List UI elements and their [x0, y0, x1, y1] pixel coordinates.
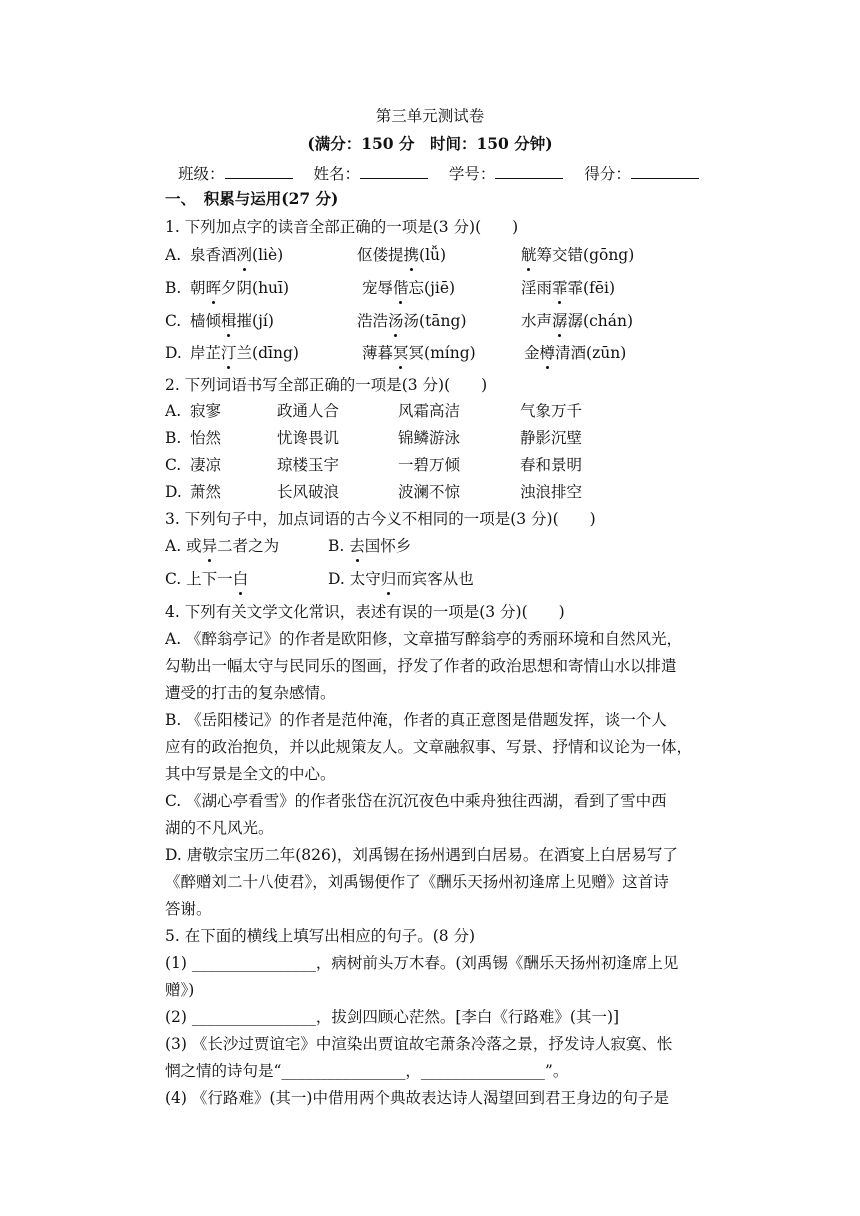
- q5-text-line: (1) ________________，病树前头万木春。(刘禹锡《酬乐天扬州初逢席上见: [165, 954, 679, 972]
- q1-option-a-label: A.: [165, 246, 182, 264]
- q1-option-d-label: D.: [165, 344, 182, 362]
- q1-option-c-word-2: 浩浩汤汤(tāng): [357, 312, 467, 330]
- dotted-char: 汀: [221, 344, 237, 362]
- q2-option-a-word: 政通人合: [277, 402, 340, 420]
- q5-text-line: (3) 《长沙过贾谊宅》中渲染出贾谊故宅萧条冷落之景，抒发诗人寂寞、怅: [165, 1035, 673, 1053]
- q5-text-line: (2) ________________，拔剑四顾心茫然。[李白《行路难》(其一)]: [165, 1008, 620, 1026]
- q1-option-a-word-3: 觥筹交错(gōng): [521, 246, 635, 264]
- q2-option-c-word: 凄凉: [190, 456, 222, 474]
- dotted-char: 潺: [552, 312, 568, 330]
- q5-text-line: 赠》): [165, 981, 195, 999]
- name-blank[interactable]: [360, 163, 428, 179]
- dotted-char: 晖: [205, 279, 222, 297]
- q4-text-line: 《醉赠刘二十八使君》，刘禹锡便作了《酬乐天扬州初逢席上见赠》这首诗: [165, 873, 669, 891]
- class-label: 班级：: [178, 165, 225, 183]
- q1-option-b-label: B.: [165, 279, 182, 297]
- q2-option-b-word: 忧谗畏讥: [277, 429, 340, 447]
- dotted-char: 霏: [552, 279, 568, 297]
- question-4-stem: 4. 下列有关文学文化常识，表述有误的一项是(3 分)( ): [165, 603, 565, 621]
- exam-subtitle: (满分：150 分 时间：150 分钟): [307, 134, 553, 153]
- q4-text-line: 应有的政治抱负，并以此规策友人。文章融叙事、写景、抒情和议论为一体，: [165, 738, 693, 756]
- q1-option-d-word-2: 薄暮冥冥(míng): [362, 344, 476, 362]
- dotted-char: 携: [403, 246, 420, 264]
- question-1-stem: 1. 下列加点字的读音全部正确的一项是(3 分)( ): [165, 218, 519, 236]
- q2-option-b-word: 静影沉壁: [520, 429, 583, 447]
- dotted-char: 偕: [393, 279, 409, 297]
- q4-text-line: 答谢。: [165, 900, 212, 918]
- q1-option-d-word-1: 岸芷汀兰(dīng): [190, 344, 299, 362]
- q2-option-c-word: 春和景明: [520, 456, 583, 474]
- number-label: 学号：: [448, 165, 496, 183]
- q4-text-line: 其中写景是全文的中心。: [165, 765, 336, 783]
- score-blank[interactable]: [631, 163, 699, 179]
- q3-option-c: C. 上下一白: [165, 570, 249, 588]
- section-heading: 一、 积累与运用(27 分): [165, 189, 339, 208]
- q4-text-line: B. 《岳阳楼记》的作者是范仲淹，作者的真正意图是借题发挥，谈一个人: [165, 711, 667, 729]
- name-label: 姓名：: [313, 165, 360, 183]
- q2-option-d-word: 浊浪排空: [520, 483, 583, 501]
- q1-option-b-word-2: 宠辱偕忘(jiē): [362, 279, 456, 297]
- number-blank[interactable]: [495, 163, 563, 179]
- q3-option-b: B. 去国怀乡: [328, 537, 412, 555]
- dotted-char: 冽: [236, 246, 253, 264]
- q2-option-d-word: 长风破浪: [277, 483, 340, 501]
- q2-option-b-word: 怡然: [190, 429, 222, 447]
- question-3-stem: 3. 下列句子中，加点词语的古今义不相同的一项是(3 分)( ): [165, 510, 596, 528]
- q2-option-a-label: A.: [165, 402, 182, 420]
- dotted-char: 去: [349, 537, 365, 555]
- info-row: [178, 163, 699, 184]
- q1-option-c-word-1: 樯倾楫摧(jí): [190, 312, 274, 330]
- dotted-char: 觥: [521, 246, 537, 264]
- question-2-stem: 2. 下列词语书写全部正确的一项是(3 分)( ): [165, 376, 488, 394]
- dotted-char: 白: [232, 570, 249, 588]
- q4-text-line: 遭受的打击的复杂感情。: [165, 684, 336, 702]
- q2-option-a-word: 气象万千: [520, 402, 583, 420]
- q4-text-line: 湖的不凡风光。: [165, 819, 274, 837]
- q1-option-a-word-1: 泉香酒冽(liè): [190, 246, 284, 264]
- q1-option-b-word-3: 淫雨霏霏(fēi): [521, 279, 615, 297]
- q1-option-d-word-3: 金樽清酒(zūn): [524, 344, 627, 362]
- q4-text-line: A. 《醉翁亭记》的作者是欧阳修，文章描写醉翁亭的秀丽环境和自然风光，: [165, 630, 683, 648]
- dotted-char: 樽: [539, 344, 556, 362]
- q2-option-b-label: B.: [165, 429, 182, 447]
- q2-option-a-word: 风霜高洁: [398, 402, 461, 420]
- q3-option-a: A. 或异二者之为: [165, 537, 280, 555]
- exam-title: 第三单元测试卷: [375, 107, 485, 125]
- dotted-char: 冥: [393, 344, 409, 362]
- q2-option-c-word: 一碧万倾: [398, 456, 461, 474]
- q2-option-a-word: 寂寥: [190, 402, 222, 420]
- question-5-stem: 5. 在下面的横线上填写出相应的句子。(8 分): [165, 927, 476, 945]
- q2-option-c-label: C.: [165, 456, 182, 474]
- q4-text-line: C. 《湖心亭看雪》的作者张岱在沉沉夜色中乘舟独往西湖，看到了雪中西: [165, 792, 667, 810]
- dotted-char: 异: [201, 537, 218, 555]
- q2-option-d-word: 萧然: [190, 483, 222, 501]
- q4-text-line: 勾勒出一幅太守与民同乐的图画，抒发了作者的政治思想和寄情山水以排遣: [165, 657, 677, 675]
- q3-option-d: D. 太守归而宾客从也: [328, 570, 474, 588]
- q1-option-c-word-3: 水声潺潺(chán): [521, 312, 634, 330]
- q2-option-d-label: D.: [165, 483, 182, 501]
- q5-text-line: 惘之情的诗句是“________________，________________”。: [165, 1062, 569, 1080]
- score-label: 得分：: [584, 165, 631, 183]
- q2-option-c-word: 琼楼玉宇: [277, 456, 340, 474]
- q1-option-c-label: C.: [165, 312, 182, 330]
- dotted-char: 归: [380, 570, 397, 588]
- q4-text-line: D. 唐敬宗宝历二年(826)，刘禹锡在扬州遇到白居易。在酒宴上白居易写了: [165, 846, 678, 864]
- q2-option-d-word: 波澜不惊: [398, 483, 461, 501]
- dotted-char: 汤: [388, 312, 404, 330]
- q5-text-line: (4) 《行路难》(其一)中借用两个典故表达诗人渴望回到君王身边的句子是: [165, 1089, 669, 1107]
- q1-option-a-word-2: 伛偻提携(lǚ): [357, 246, 447, 264]
- class-blank[interactable]: [225, 163, 293, 179]
- dotted-char: 楫: [221, 312, 237, 330]
- q2-option-b-word: 锦鳞游泳: [398, 429, 461, 447]
- q1-option-b-word-1: 朝晖夕阴(huī): [190, 279, 290, 297]
